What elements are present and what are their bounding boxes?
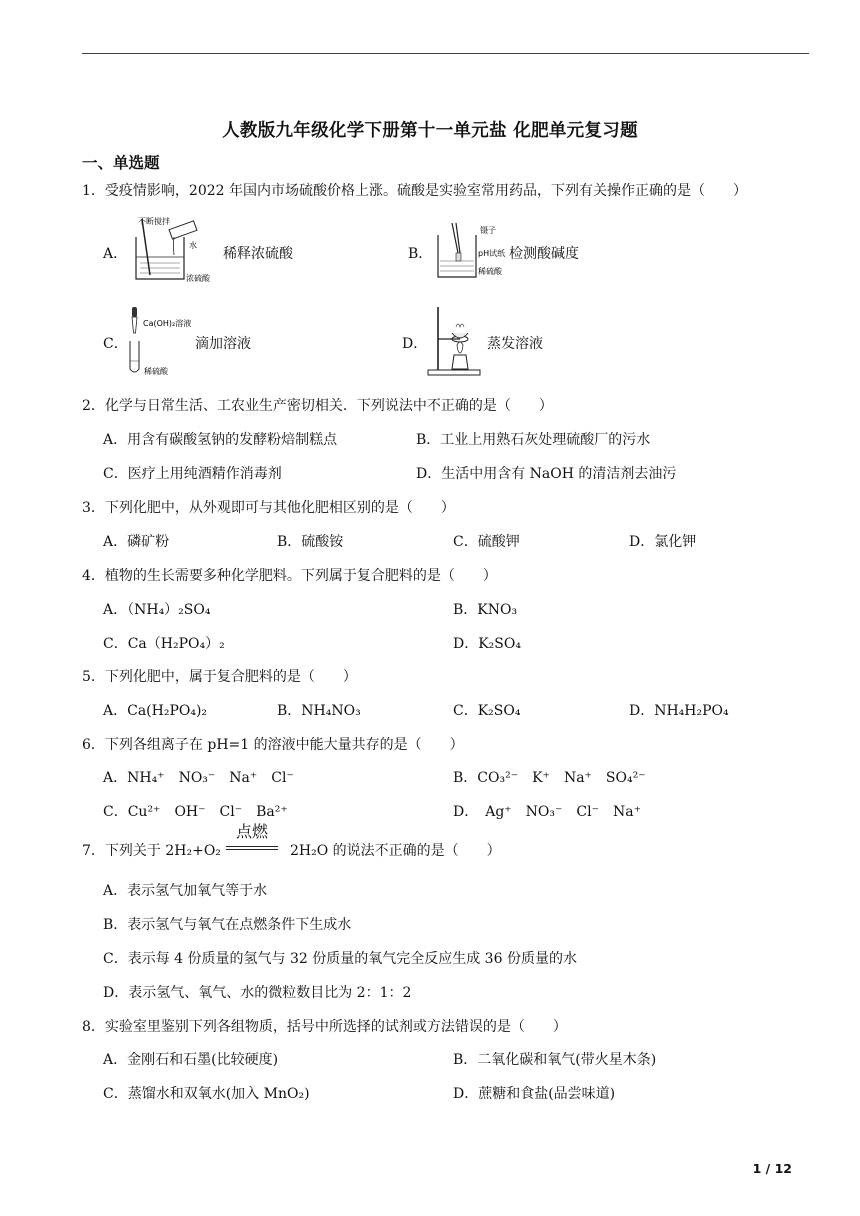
q1-option-b-letter[interactable]: B． — [408, 246, 433, 262]
q4-option-a[interactable]: A．（NH₄）₂SO₄ — [103, 602, 211, 618]
q6-option-c[interactable]: C．Cu²⁺ OH⁻ Cl⁻ Ba²⁺ — [103, 804, 288, 820]
q6-option-a[interactable]: A．NH₄⁺ NO₃⁻ Na⁺ Cl⁻ — [103, 770, 294, 786]
fig-label-dilute-acid: 稀硫酸 — [478, 267, 502, 276]
fig-label-water: 水 — [189, 241, 197, 250]
q4-option-b[interactable]: B．KNO₃ — [453, 602, 518, 618]
condition-label: 点燃 — [235, 822, 268, 841]
equals-line-bottom — [226, 849, 278, 850]
fig-label-h2so4: 稀硫酸 — [144, 367, 168, 376]
q1-option-c-text: 滴加溶液 — [195, 336, 251, 352]
q3-option-a[interactable]: A．磷矿粉 — [103, 534, 170, 550]
q5-option-a[interactable]: A．Ca(H₂PO₄)₂ — [103, 703, 208, 719]
question-5-stem: 5．下列化肥中，属于复合肥料的是（ ） — [82, 669, 357, 685]
q5-option-c[interactable]: C．K₂SO₄ — [453, 703, 521, 719]
q2-option-d[interactable]: D．生活中用含有 NaOH 的清洁剂去油污 — [416, 466, 677, 482]
q4-option-d[interactable]: D．K₂SO₄ — [453, 636, 521, 652]
q8-option-c[interactable]: C．蒸馏水和双氧水(加入 MnO₂) — [103, 1086, 310, 1102]
question-8-stem: 8．实验室里鉴别下列各组物质，括号中所选择的试剂或方法错误的是（ ） — [82, 1019, 567, 1035]
evaporation-figure — [426, 303, 482, 377]
question-3-stem: 3．下列化肥中，从外观即可与其他化肥相区别的是（ ） — [82, 500, 455, 516]
q1-option-b-text: 检测酸碱度 — [509, 246, 579, 262]
q1-option-d-text: 蒸发溶液 — [487, 336, 543, 352]
header-rule — [82, 53, 809, 54]
page-title: 人教版九年级化学下册第十一单元盐 化肥单元复习题 — [222, 121, 638, 141]
q1-option-d-letter[interactable]: D． — [402, 336, 428, 352]
fig-label-caoh2: Ca(OH)₂溶液 — [143, 319, 192, 328]
question-4-stem: 4．植物的生长需要多种化学肥料。下列属于复合肥料的是（ ） — [82, 568, 497, 584]
q7-option-c[interactable]: C．表示每 4 份质量的氢气与 32 份质量的氧气完全反应生成 36 份质量的水 — [103, 951, 577, 967]
q2-option-b[interactable]: B．工业上用熟石灰处理硫酸厂的污水 — [416, 432, 651, 448]
equals-line-top — [226, 846, 278, 847]
q3-option-d[interactable]: D．氯化钾 — [629, 534, 697, 550]
question-7-stem-pre: 7．下列关于 2H₂+O₂ — [82, 843, 221, 859]
dilute-acid-figure — [126, 215, 218, 285]
q7-option-a[interactable]: A．表示氢气加氧气等于水 — [103, 883, 268, 899]
section-heading: 一、单选题 — [82, 154, 160, 172]
q4-option-c[interactable]: C．Ca（H₂PO₄）₂ — [103, 636, 225, 652]
q6-option-d[interactable]: D． Ag⁺ NO₃⁻ Cl⁻ Na⁺ — [453, 804, 641, 820]
q6-option-b[interactable]: B．CO₃²⁻ K⁺ Na⁺ SO₄²⁻ — [453, 770, 646, 786]
page-number: 1 / 12 — [752, 1161, 792, 1176]
reaction-condition — [226, 823, 278, 855]
fig-label-ph-paper: pH试纸 — [478, 249, 506, 258]
ph-test-figure — [432, 219, 510, 281]
fig-label-tweezers: 镊子 — [480, 226, 496, 235]
q7-option-b[interactable]: B．表示氢气与氧气在点燃条件下生成水 — [103, 917, 352, 933]
q1-option-a-text: 稀释浓硫酸 — [223, 246, 293, 262]
question-7-stem-post: 2H₂O 的说法不正确的是（ ） — [290, 843, 501, 859]
q3-option-c[interactable]: C．硫酸钾 — [453, 534, 520, 550]
q8-option-b[interactable]: B．二氧化碳和氧气(带火星木条) — [453, 1052, 657, 1068]
q2-option-a[interactable]: A．用含有碳酸氢钠的发酵粉焙制糕点 — [103, 432, 338, 448]
q5-option-d[interactable]: D．NH₄H₂PO₄ — [629, 703, 729, 719]
question-2-stem: 2．化学与日常生活、工农业生产密切相关．下列说法中不正确的是（ ） — [82, 398, 553, 414]
q1-option-a-letter[interactable]: A． — [103, 246, 128, 262]
q7-option-d[interactable]: D．表示氢气、氧气、水的微粒数目比为 2：1：2 — [103, 985, 412, 1001]
fig-label-conc-acid: 浓硫酸 — [186, 274, 210, 283]
fig-label-stir: 不断搅拌 — [138, 217, 170, 226]
q8-option-a[interactable]: A．金刚石和石墨(比较硬度) — [103, 1052, 279, 1068]
q3-option-b[interactable]: B．硫酸铵 — [277, 534, 344, 550]
dropper-figure — [124, 303, 194, 379]
q2-option-c[interactable]: C．医疗上用纯酒精作消毒剂 — [103, 466, 282, 482]
q8-option-d[interactable]: D．蔗糖和食盐(品尝味道) — [453, 1086, 616, 1102]
question-6-stem: 6．下列各组离子在 pH=1 的溶液中能大量共存的是（ ） — [82, 737, 464, 753]
q1-option-c-letter[interactable]: C． — [103, 336, 128, 352]
q5-option-b[interactable]: B．NH₄NO₃ — [277, 703, 361, 719]
question-1-stem: 1．受疫情影响，2022 年国内市场硫酸价格上涨。硫酸是实验室常用药品，下列有关操作正确的是（ ） — [82, 183, 747, 199]
